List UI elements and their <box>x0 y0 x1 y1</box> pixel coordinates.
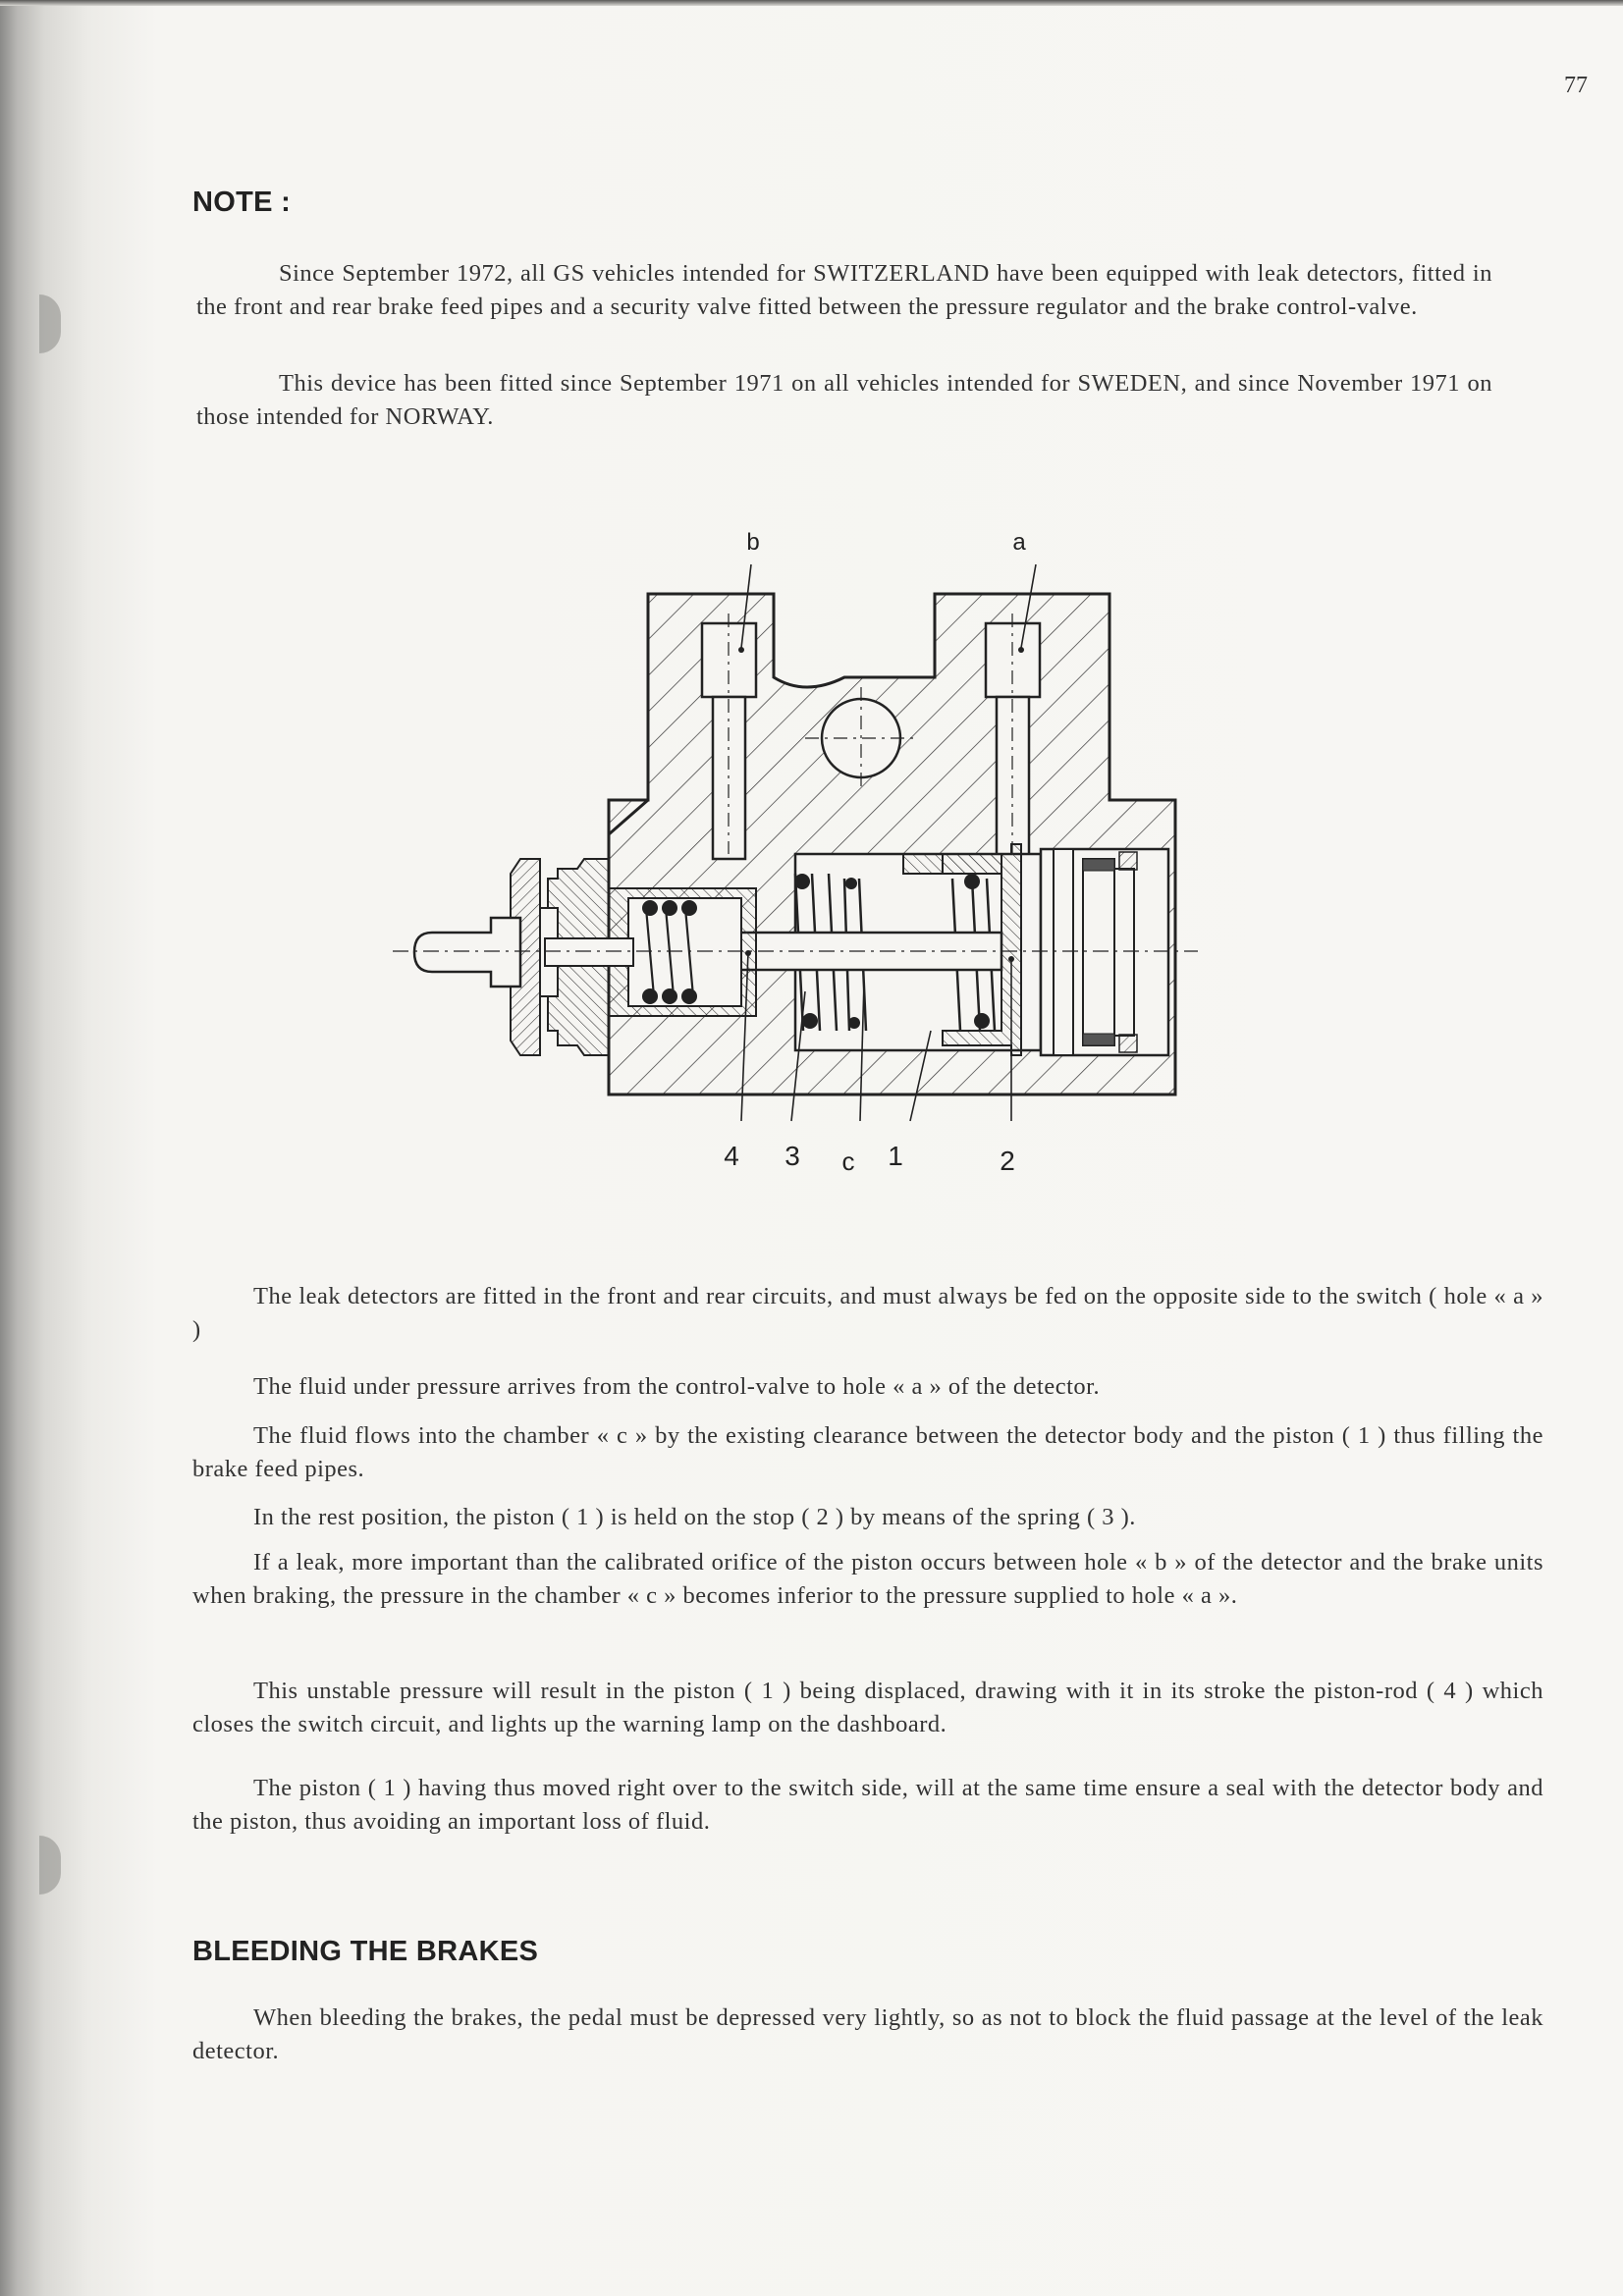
bleeding-heading: BLEEDING THE BRAKES <box>192 1936 539 1967</box>
description-paragraph-1: The leak detectors are fitted in the front and rear circuits, and must always be fed on the opposite side to the switch ( hole « a » ) <box>192 1283 1543 1343</box>
note-paragraph-1: Since September 1972, all GS vehicles intended for SWITZERLAND have been equipped with leak detectors, fitted in the front and rear brake feed pipes and a security valve fitted between the pressure regulator and the brake control-valve. <box>196 260 1492 320</box>
label-c: c <box>841 1147 855 1176</box>
page-top-edge <box>0 0 1623 6</box>
description-paragraph-7: The piston ( 1 ) having thus moved right over to the switch side, will at the same time ensure a seal with the detector body and the piston, thus avoiding an important loss of fluid. <box>192 1775 1543 1835</box>
leak-detector-diagram <box>334 520 1217 1188</box>
page-number: 77 <box>1564 73 1588 98</box>
label-a: a <box>1012 529 1026 556</box>
description-paragraph-6: This unstable pressure will result in the piston ( 1 ) being displaced, drawing with it in its stroke the piston-rod ( 4 ) which closes the switch circuit, and lights up the warning lamp on the dashboard. <box>192 1678 1543 1737</box>
note-paragraph-2: This device has been fitted since September 1971 on all vehicles intended for SWEDEN, and since November 1971 on those intended for NORWAY. <box>196 370 1492 430</box>
switch-terminal <box>414 918 520 987</box>
description-paragraph-2: The fluid under pressure arrives from the control-valve to hole « a » of the detector. <box>253 1373 1101 1400</box>
label-2: 2 <box>1000 1146 1015 1176</box>
note-heading: NOTE : <box>192 187 292 218</box>
description-paragraph-4: In the rest position, the piston ( 1 ) is held on the stop ( 2 ) by means of the spring ( 3 ). <box>253 1504 1136 1530</box>
label-1: 1 <box>888 1141 903 1171</box>
description-paragraph-3: The fluid flows into the chamber « c » by the existing clearance between the detector body and the piston ( 1 ) thus filling the brake feed pipes. <box>192 1422 1543 1482</box>
description-paragraph-5: If a leak, more important than the calibrated orifice of the piston occurs between hole « b » of the detector and the brake units when braking, the pressure in the chamber « c » becomes inferior to the pressure supplied to hole « a ». <box>192 1549 1543 1609</box>
label-4: 4 <box>724 1141 739 1171</box>
label-3: 3 <box>784 1141 800 1171</box>
bleeding-paragraph: When bleeding the brakes, the pedal must be depressed very lightly, so as not to block the fluid passage at the level of the leak detector. <box>192 2004 1543 2064</box>
label-b: b <box>746 529 760 556</box>
